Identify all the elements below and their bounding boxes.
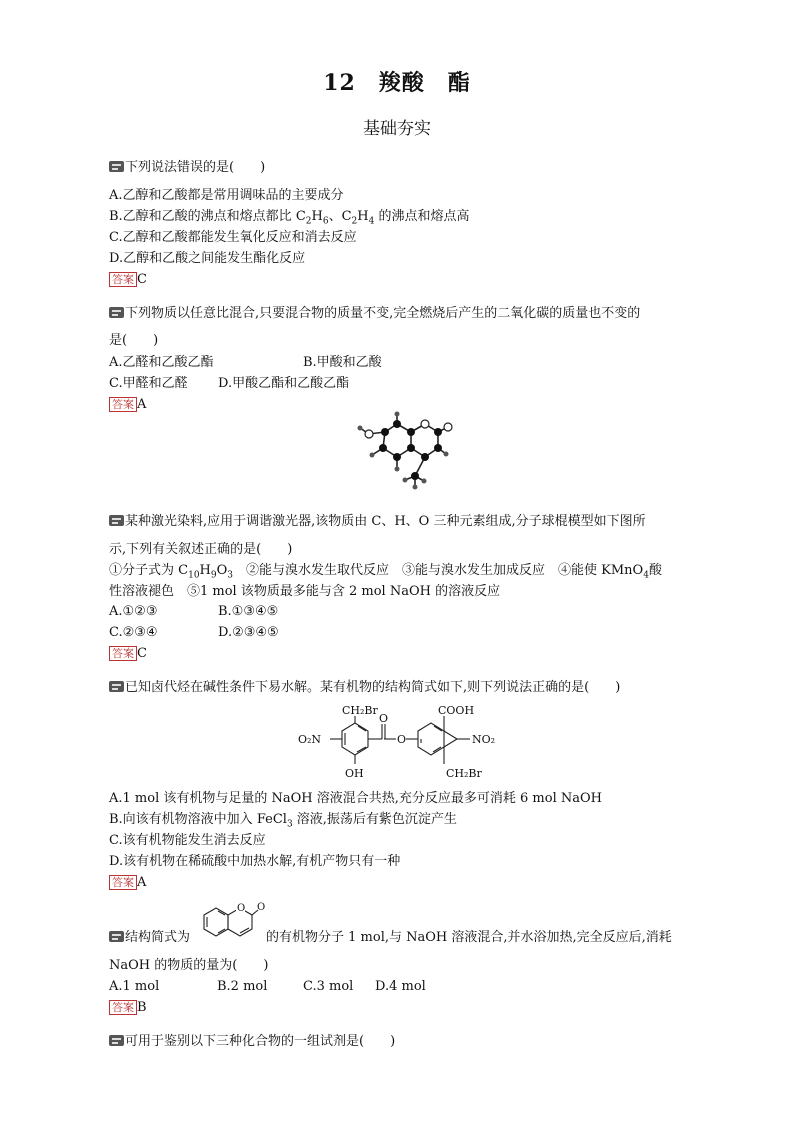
label-keto-o: O	[257, 902, 266, 913]
label-o2n: O₂N	[298, 733, 322, 746]
q3-statements-1: ①分子式为 $C_{10}H_9O_3$ ②能与溴水发生取代反应 ③能与溴水发生加成反应 ④能使 KMnO$_4$酸	[109, 563, 662, 581]
answer-badge: 答案	[109, 875, 137, 890]
label-no2: NO₂	[472, 733, 496, 746]
q3-option-b: B.①③④⑤	[218, 604, 279, 619]
q4-option-b: B.向该有机物溶液中加入 FeCl$_3$ 溶液,振荡后有紫色沉淀产生	[109, 812, 457, 830]
page-title: 12 羧酸 酯	[323, 70, 471, 96]
answer-badge: 答案	[109, 1000, 137, 1015]
q3-option-d: D.②③④⑤	[218, 625, 279, 640]
q5-option-c: C.3 mol	[303, 979, 354, 994]
question-mark-icon	[109, 160, 124, 173]
label-o-ester: O	[397, 733, 407, 746]
q4-option-d: D.该有机物在稀硫酸中加热水解,有机产物只有一种	[109, 854, 401, 869]
q5-option-a: A.1 mol	[109, 979, 160, 994]
q3-option-c: C.②③④	[109, 625, 158, 640]
answer-badge: 答案	[109, 397, 137, 412]
q4-answer: 答案 A	[109, 875, 146, 891]
question-mark-icon	[109, 514, 124, 527]
q1-option-d: D.乙醇和乙酸之间能发生酯化反应	[109, 251, 306, 266]
q2-option-c: C.甲醛和乙醛	[109, 376, 188, 391]
label-o-keto: O	[379, 712, 389, 725]
q6-stem: 可用于鉴别以下三种化合物的一组试剂是( )	[109, 1034, 395, 1050]
q1-stem: 下列说法错误的是( )	[109, 160, 265, 176]
q4-structural-formula	[290, 702, 520, 792]
section-subtitle: 基础夯实	[363, 119, 431, 139]
q5-option-b: B.2 mol	[217, 979, 268, 994]
label-oh: OH	[345, 767, 364, 780]
q4-stem: 已知卤代烃在碱性条件下易水解。某有机物的结构简式如下,则下列说法正确的是( )	[109, 680, 620, 696]
label-ch2br-top: CH₂Br	[342, 704, 378, 717]
q1-option-a: A.乙醇和乙酸都是常用调味品的主要成分	[109, 188, 344, 203]
q4-option-a: A.1 mol 该有机物与足量的 NaOH 溶液混合共热,充分反应最多可消耗 6 mol NaOH	[109, 791, 602, 806]
q5-answer: 答案 B	[109, 1000, 147, 1016]
q2-stem-cont: 是( )	[109, 333, 159, 348]
q2-option-b: B.甲酸和乙酸	[303, 355, 382, 370]
question-mark-icon	[109, 306, 124, 319]
q3-answer: 答案 C	[109, 646, 147, 662]
label-ring-o: O	[237, 903, 246, 914]
ball-and-stick-model	[340, 410, 460, 500]
q1-option-c: C.乙醇和乙酸都能发生氧化反应和消去反应	[109, 230, 357, 245]
q2-option-a: A.乙醛和乙酸乙酯	[109, 355, 214, 370]
coumarin-structure	[200, 897, 266, 947]
label-ch2br-bot: CH₂Br	[446, 767, 482, 780]
question-mark-icon	[109, 680, 124, 693]
q5-stem: 结构简式为	[109, 930, 190, 946]
q1-option-b: B.乙醇和乙酸的沸点和熔点都比 $C_2H_6$、$C_2H_4$ 的沸点和熔点高	[109, 209, 470, 227]
q2-answer: 答案 A	[109, 397, 146, 413]
q3-stem-cont: 示,下列有关叙述正确的是( )	[109, 542, 293, 557]
question-mark-icon	[109, 1034, 124, 1047]
label-cooh: COOH	[438, 704, 475, 717]
question-mark-icon	[109, 930, 124, 943]
q3-stem: 某种激光染料,应用于调谐激光器,该物质由 C、H、O 三种元素组成,分子球棍模型如下图所	[109, 514, 646, 530]
q2-stem: 下列物质以任意比混合,只要混合物的质量不变,完全燃烧后产生的二氧化碳的质量也不变的	[109, 306, 640, 322]
q3-option-a: A.①②③	[109, 604, 158, 619]
answer-badge: 答案	[109, 272, 137, 287]
q5-stem-cont: NaOH 的物质的量为( )	[109, 958, 269, 973]
q2-option-d: D.甲酸乙酯和乙酸乙酯	[218, 376, 350, 391]
q1-answer: 答案 C	[109, 272, 147, 288]
q5-stem-after-structure: 的有机物分子 1 mol,与 NaOH 溶液混合,并水浴加热,完全反应后,消耗	[266, 930, 672, 945]
q3-statements-2: 性溶液褪色 ⑤1 mol 该物质最多能与含 2 mol NaOH 的溶液反应	[109, 584, 501, 599]
answer-badge: 答案	[109, 646, 137, 661]
q4-option-c: C.该有机物能发生消去反应	[109, 833, 266, 848]
q5-option-d: D.4 mol	[375, 979, 426, 994]
